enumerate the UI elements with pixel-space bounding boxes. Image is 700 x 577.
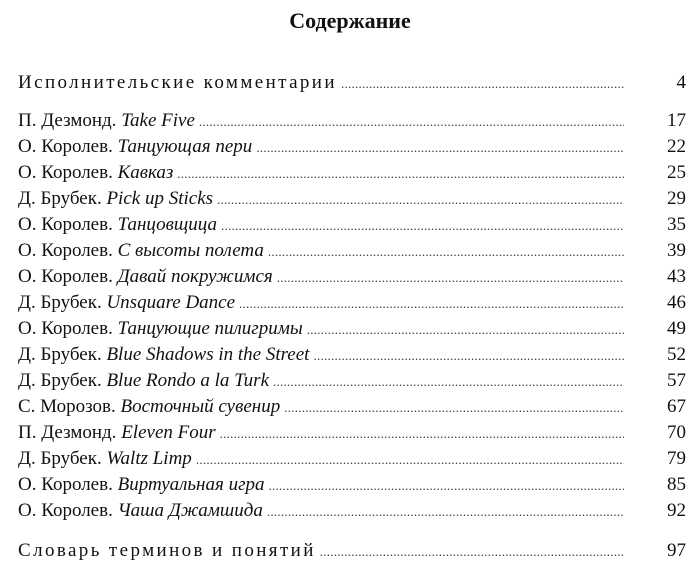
toc-entry-title: Чаша Джамшида	[117, 500, 263, 521]
toc-entry-title: Pick up Sticks	[106, 188, 214, 209]
toc-entry	[18, 290, 686, 316]
toc-entry	[18, 70, 686, 96]
dot-leader	[320, 539, 624, 565]
toc-entry-author: П. Дезмонд.	[18, 110, 117, 131]
toc-entry-page: 25	[667, 162, 686, 183]
dot-leader	[313, 343, 624, 369]
toc-entry-page: 97	[667, 540, 686, 561]
toc-entry-page: 22	[667, 136, 686, 157]
toc-entry-author: О. Королев.	[18, 214, 113, 235]
toc-entry-author: Д. Брубек.	[18, 292, 102, 313]
toc-entry-title: С высоты полета	[117, 240, 264, 261]
toc-entry-author: П. Дезмонд.	[18, 422, 117, 443]
toc-entry	[18, 316, 686, 342]
toc-entry-page: 70	[667, 422, 686, 443]
page-title: Содержание	[289, 8, 411, 33]
toc-entry-title: Виртуальная игра	[117, 474, 265, 495]
toc-entry-author: Д. Брубек.	[18, 188, 102, 209]
toc-entry-title: Танцовщица	[117, 214, 217, 235]
toc-entry-title: Исполнительские комментарии	[18, 72, 337, 93]
dot-leader	[199, 109, 624, 135]
toc-entry	[18, 368, 686, 394]
toc-entry-page: 39	[667, 240, 686, 261]
toc-entry-page: 67	[667, 396, 686, 417]
dot-leader	[177, 161, 624, 187]
toc-entry	[18, 264, 686, 290]
toc-entry-page: 4	[676, 72, 686, 93]
dot-leader	[268, 239, 624, 265]
toc-entry-author: О. Королев.	[18, 136, 113, 157]
toc-entry	[18, 472, 686, 498]
dot-leader	[268, 473, 624, 499]
dot-leader	[220, 421, 624, 447]
toc-entry	[18, 420, 686, 446]
toc-entry	[18, 160, 686, 186]
toc-entry-title: Waltz Limp	[106, 448, 192, 469]
toc-entry-title: Blue Shadows in the Street	[106, 344, 310, 365]
toc-entry-author: Д. Брубек.	[18, 370, 102, 391]
toc-entry-page: 46	[667, 292, 686, 313]
dot-leader	[273, 369, 624, 395]
toc-entry-page: 35	[667, 214, 686, 235]
dot-leader	[307, 317, 624, 343]
toc-entry-page: 43	[667, 266, 686, 287]
dot-leader	[341, 71, 624, 97]
toc-entry	[18, 238, 686, 264]
dot-leader	[284, 395, 624, 421]
toc-entry-author: О. Королев.	[18, 240, 113, 261]
toc-entry-author: Д. Брубек.	[18, 344, 102, 365]
toc-entry-title: Кавказ	[117, 162, 174, 183]
toc-entry-title: Восточный сувенир	[120, 396, 281, 417]
toc-entry-page: 17	[667, 110, 686, 131]
toc-entry-title: Unsquare Dance	[106, 292, 236, 313]
dot-leader	[217, 187, 624, 213]
toc-entry	[18, 394, 686, 420]
toc-entry	[18, 446, 686, 472]
dot-leader	[267, 499, 624, 525]
toc-entry-page: 52	[667, 344, 686, 365]
toc-entry-title: Танцующие пилигримы	[117, 318, 303, 339]
toc-entry-author: О. Королев.	[18, 474, 113, 495]
toc-entry-page: 49	[667, 318, 686, 339]
toc-entry	[18, 538, 686, 564]
toc-entry-title: Eleven Four	[121, 422, 216, 443]
toc-entry	[18, 498, 686, 524]
dot-leader	[196, 447, 624, 473]
toc-entry-title: Take Five	[121, 110, 195, 131]
dot-leader	[239, 291, 624, 317]
toc-entry	[18, 186, 686, 212]
dot-leader	[221, 213, 624, 239]
toc-entry	[18, 108, 686, 134]
toc-entry-title: Танцующая пери	[117, 136, 253, 157]
toc-entry-title: Blue Rondo a la Turk	[106, 370, 270, 391]
toc-entry	[18, 212, 686, 238]
toc-entry-page: 92	[667, 500, 686, 521]
toc-entry-author: О. Королев.	[18, 318, 113, 339]
toc-entry	[18, 134, 686, 160]
toc-entry-author: О. Королев.	[18, 266, 113, 287]
toc-entry-page: 57	[667, 370, 686, 391]
toc-entry-title: Словарь терминов и понятий	[18, 540, 316, 561]
toc-entry	[18, 342, 686, 368]
dot-leader	[256, 135, 624, 161]
toc-entry-author: О. Королев.	[18, 162, 113, 183]
toc-entry-page: 29	[667, 188, 686, 209]
toc-entry-author: Д. Брубек.	[18, 448, 102, 469]
toc-entry-page: 85	[667, 474, 686, 495]
toc-entry-author: С. Морозов.	[18, 396, 116, 417]
toc-entry-author: О. Королев.	[18, 500, 113, 521]
toc-entry-title: Давай покружимся	[117, 266, 273, 287]
toc-entry-page: 79	[667, 448, 686, 469]
dot-leader	[277, 265, 624, 291]
